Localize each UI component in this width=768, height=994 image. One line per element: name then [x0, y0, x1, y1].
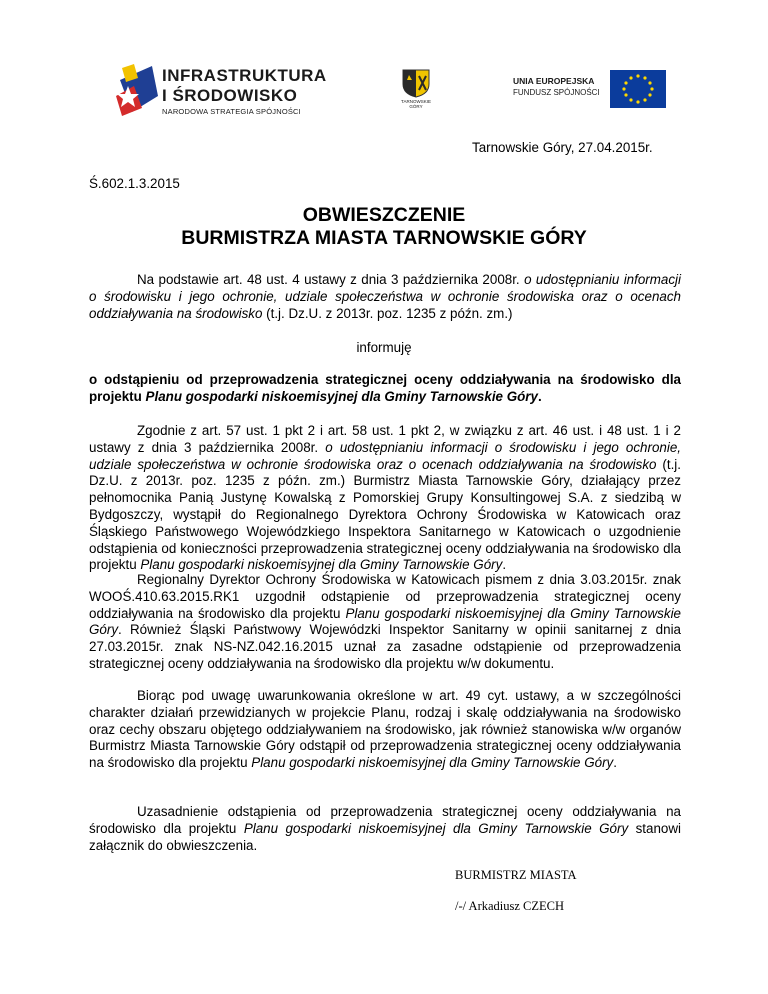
para1-act-title: o udostępnianiu informacji o środowisku i jego ochronie, udziale społeczeństwa w ochronie środowiska oraz o ocenach oddziaływania na środowisko	[89, 439, 681, 472]
paragraph-2	[89, 572, 681, 673]
coat-of-arms-caption: TARNOWSKIE GÓRY	[401, 99, 431, 109]
title-line1: OBWIESZCZENIE	[302, 204, 466, 226]
logo-tagline: NARODOWA STRATEGIA SPÓJNOŚCI	[162, 107, 301, 116]
intro-paragraph	[89, 272, 681, 322]
logo-unia-europejska	[513, 70, 663, 110]
intro-text-c: (t.j. Dz.U. z 2013r. poz. 1235 z późn. zm.)	[262, 305, 513, 321]
flag-star-icon	[112, 56, 160, 120]
para4-plan-title: Planu gospodarki niskoemisyjnej dla Gminy Tarnowskie Góry	[243, 820, 629, 836]
informuje-label: informuję	[356, 340, 412, 355]
paragraph-4	[89, 804, 681, 854]
subject-paragraph	[89, 372, 681, 406]
subject-text-c: .	[537, 388, 542, 404]
paragraph-1	[89, 423, 681, 574]
para3-text-c: .	[613, 755, 617, 771]
eu-line1: UNIA EUROPEJSKA	[513, 76, 595, 86]
para1-text-c: (t.j. Dz.U. z 2013r. poz. 1235 z późn. zm.) Burmistrz Miasta Tarnowskie Góry, działający przez pełnomocnika Panią Justynę Kowalską z Pomorskiej Grupy Konsultingowej S.A. z siedzibą w Bydgoszczy, wystąpił do Regionalnego Dyrektora Ochrony Środowiska w Katowicach oraz Śląskiego Państwowego Wojewódzkiego Inspektora Sanitarnego w Katowicach o uzgodnienie odstąpienia od konieczności przeprowadzenia strategicznej oceny oddziaływania na środowisko dla projektu	[89, 456, 681, 573]
para2-text-a: Regionalny Dyrektor Ochrony Środowiska w Katowicach pismem z dnia 3.03.2015r. znak WOOŚ.410.63.2015.RK1 uzgodnił odstąpienie od przeprowadzenia strategicznej oceny oddziaływania na środowisko dla projektu	[89, 572, 681, 621]
subject-text-a: o odstąpieniu od przeprowadzenia strategicznej oceny oddziaływania na środowisko dla projektu	[89, 372, 681, 404]
signature-name: /-/ Arkadiusz CZECH	[455, 899, 565, 913]
eu-line2: FUNDUSZ SPÓJNOŚCI	[513, 88, 600, 97]
para4-text-a: Uzasadnienie odstąpienia od przeprowadzenia strategicznej oceny oddziaływania na środowisko dla projektu	[89, 804, 681, 836]
para1-plan-title: Planu gospodarki niskoemisyjnej dla Gminy Tarnowskie Góry	[140, 557, 503, 573]
intro-act-title: o udostępnianiu informacji o środowisku i jego ochronie, udziale społeczeństwa w ochronie środowiska oraz o ocenach oddziaływania na środowisko	[89, 272, 682, 321]
coat-of-arms-icon	[401, 68, 431, 98]
para3-text-a: Biorąc pod uwagę uwarunkowania określone w art. 49 cyt. ustawy, a w szczególności charakter działań przewidzianych w projekcie Planu, rodzaj i skalę oddziaływania na środowisko oraz cechy obszaru objętego oddziaływaniem na środowisko, jak również stanowiska w/w organów Burmistrz Miasta Tarnowskie Góry odstąpił od przeprowadzenia strategicznej oceny oddziaływania na środowisko dla projektu	[89, 688, 681, 771]
para3-plan-title: Planu gospodarki niskoemisyjnej dla Gminy Tarnowskie Góry	[251, 755, 614, 771]
para2-plan-title: Planu gospodarki niskoemisyjnej dla Gminy Tarnowskie Góry	[89, 605, 681, 638]
intro-text-a: Na podstawie art. 48 ust. 4 ustawy z dnia 3 października 2008r.	[137, 272, 525, 287]
para2-text-c: . Również Śląski Państwowy Wojewódzki Inspektor Sanitarny w opinii sanitarnej z dnia 27.03.2015r. znak NS-NZ.042.16.2015 uznał za zasadne odstąpienie od przeprowadzenia strategicznej oceny oddziaływania na środowisko dla projektu w/w dokumentu.	[89, 622, 681, 671]
logo-infrastruktura	[112, 56, 327, 126]
eu-flag-icon	[610, 70, 666, 108]
signature-role: BURMISTRZ MIASTA	[455, 868, 577, 882]
logo-line2: I ŚRODOWISKO	[162, 86, 298, 105]
subject-plan-title: Planu gospodarki niskoemisyjnej dla Gminy Tarnowskie Góry	[145, 388, 538, 404]
para4-text-c: stanowi załącznik do obwieszczenia.	[89, 820, 681, 853]
paragraph-3	[89, 688, 681, 772]
para1-text-e: .	[502, 557, 507, 573]
logo-line1: INFRASTRUKTURA	[162, 66, 327, 85]
title-line2: BURMISTRZA MIASTA TARNOWSKIE GÓRY	[181, 227, 587, 249]
date-place: Tarnowskie Góry, 27.04.2015r.	[472, 140, 653, 155]
para1-text-a: Zgodnie z art. 57 ust. 1 pkt 2 i art. 58 ust. 1 pkt 2, w związku z art. 46 ust. i 48 ust. 1 i 2 ustawy z dnia 3 października 2008r.	[89, 423, 681, 455]
coat-of-arms-tarnowskie-gory	[394, 68, 438, 108]
reference-number: Ś.602.1.3.2015	[89, 176, 180, 191]
